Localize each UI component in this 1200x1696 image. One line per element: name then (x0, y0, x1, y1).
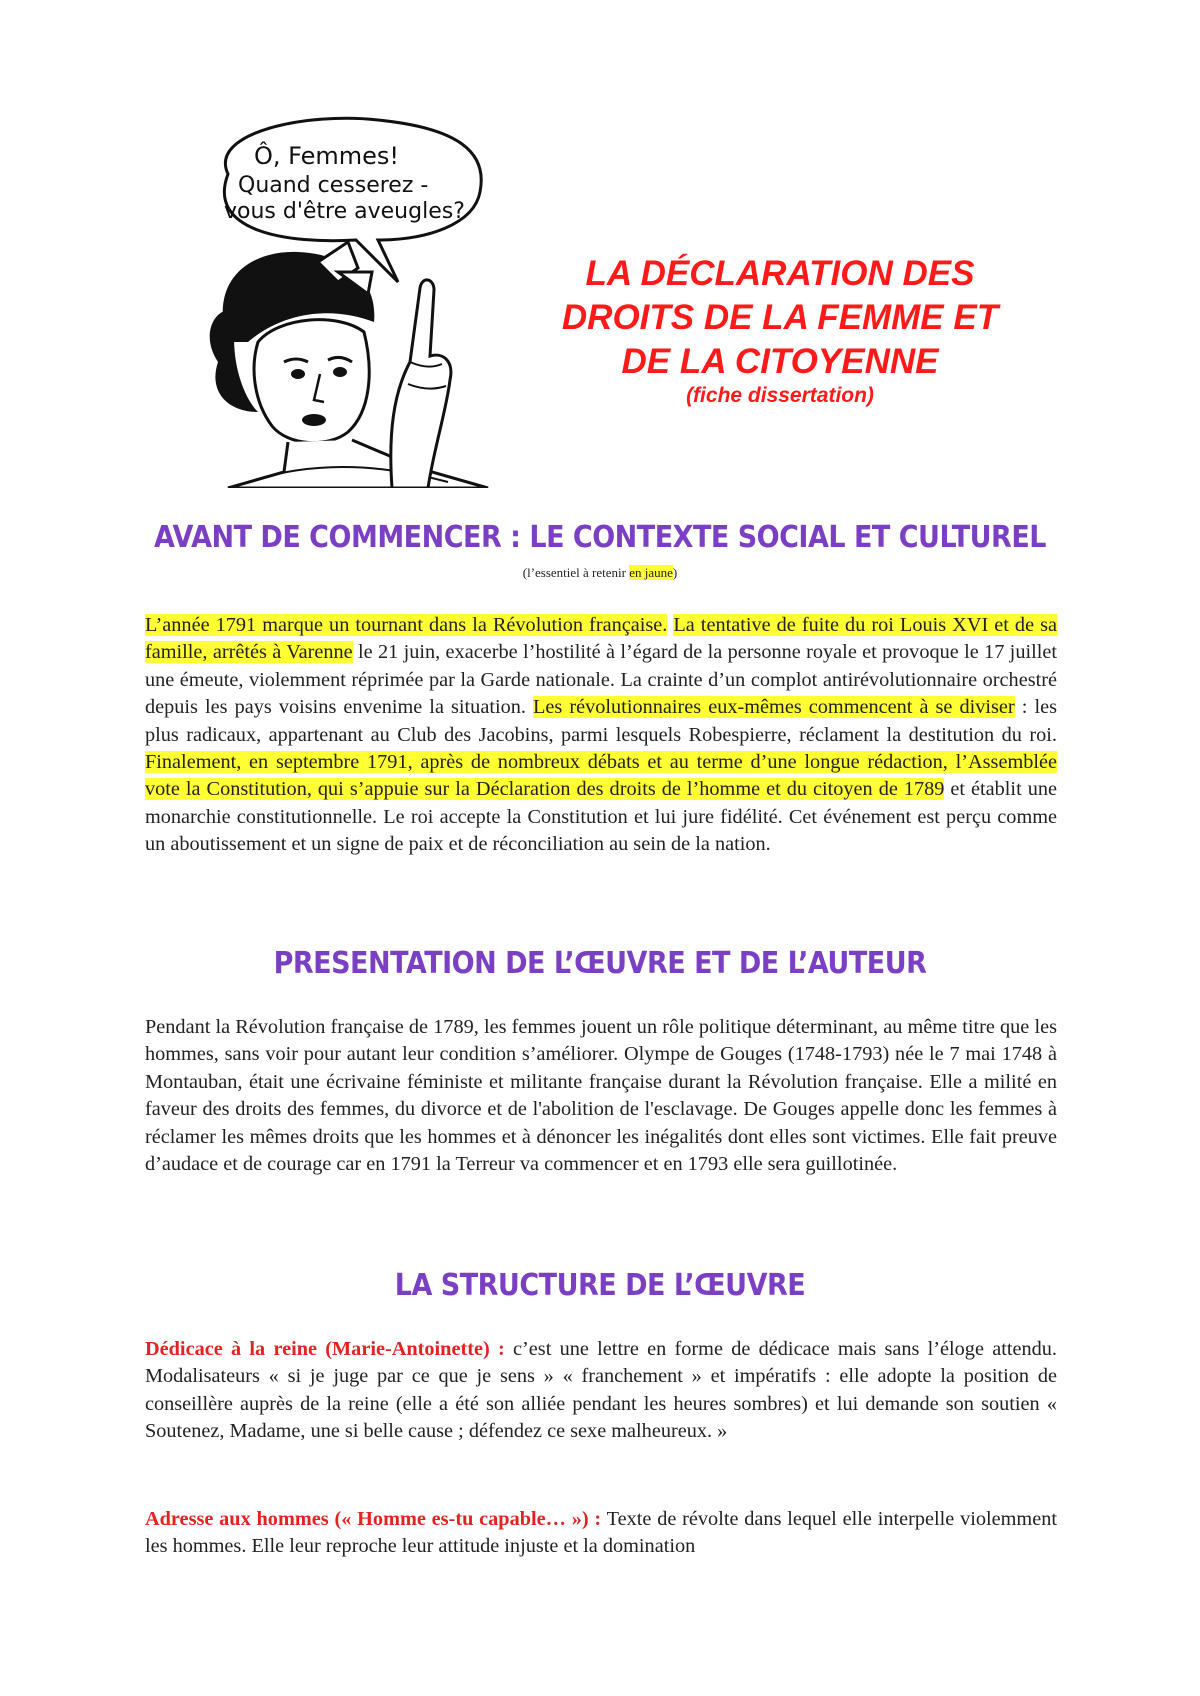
title-line-1: LA DÉCLARATION DES (585, 254, 975, 293)
heading-presentation: PRESENTATION DE L’ŒUVRE ET DE L’AUTEUR (273, 946, 927, 981)
highlight-division: Les révolutionnaires eux-mêmes commencent à se diviser (533, 696, 1015, 719)
title-line-2: DROITS DE LA FEMME ET (561, 298, 999, 337)
speech-line-1: Ô, Femmes! (254, 142, 400, 170)
speech-line-3: vous d'être aveugles? (224, 199, 465, 224)
title-line-3: DE LA CITOYENNE (621, 342, 939, 381)
context-paragraph: L’année 1791 marque un tournant dans la Révolution française. La tentative de fuite du roi Louis XVI et de sa famille, arrêtés à Varenne le 21 juin, exacerbe l’hostilité à l’égard de la personne royale et provoque le 17 juillet une émeute, violemment réprimée par la Garde nationale. La crainte d’un complot antirévolutionnaire orchestré depuis les pays voisins envenime la situation. Les révolutionnaires eux-mêmes commencent à se diviser : les plus radicaux, appartenant au Club des Jacobins, parmi lesquels Robespierre, réclament la destitution du roi. Finalement, en septembre 1791, après de nombreux débats et au terme d’une longue rédaction, l’Assemblée vote la Constitution, qui s’appuie sur la Déclaration des droits de l’homme et du citoyen de 1789 et établit une monarchie constitutionnelle. Le roi accepte la Constitution et lui jure fidélité. Cet événement est perçu comme un aboutissement et un signe de paix et de réconciliation au sein de la nation. (145, 614, 1058, 856)
document-title-block (520, 252, 1040, 408)
note-prefix: (l’essentiel à retenir (522, 565, 630, 580)
dedicace-lead: Dédicace à la reine (Marie-Antoinette) : (145, 1338, 505, 1360)
heading-structure: LA STRUCTURE DE L’ŒUVRE (394, 1268, 806, 1303)
document-subtitle: (fiche dissertation) (686, 384, 874, 407)
structure-item-dedicace: Dédicace à la reine (Marie-Antoinette) : c’est une lettre en forme de dédicace mais sans l’éloge attendu. Modalisateurs « si je juge par ce que je sens » « franchement » et impératifs : elle adopte la position de conseillère auprès de la reine (elle a été son alliée pendant les heures sombres) et lui demande son soutien « Soutenez, Madame, une si belle cause ; défendez ce sexe malheureux. » (145, 1338, 1057, 1443)
highlight-note (0, 565, 1200, 581)
structure-item-adresse: Adresse aux hommes (« Homme es-tu capable… ») : Texte de révolte dans lequel elle interpelle violemment les hommes. Elle leur reproche leur attitude injuste et la domination (145, 1508, 1057, 1558)
olympe-de-gouges-illustration (188, 112, 520, 488)
presentation-paragraph: Pendant la Révolution française de 1789, les femmes jouent un rôle politique déterminant, au même titre que les hommes, sans voir pour autant leur condition s’améliorer. Olympe de Gouges (1748-1793) née le 7 mai 1748 à Montauban, était une écrivaine féministe et militante française durant la Révolution française. Elle a milité en faveur des droits des femmes, du divorce et de l'abolition de l'esclavage. De Gouges appelle donc les femmes à réclamer les mêmes droits que les hommes et à dénoncer les inégalités dont elles sont victimes. Elle fait preuve d’audace et de courage car en 1791 la Terreur va commencer et en 1793 elle sera guillotinée. (145, 1016, 1057, 1176)
speech-line-2: Quand cesserez - (238, 173, 429, 198)
note-highlight: en jaune (629, 565, 673, 580)
note-suffix: ) (672, 565, 678, 580)
adresse-lead: Adresse aux hommes (« Homme es-tu capable… ») : (145, 1508, 602, 1530)
highlight-constitution: Finalement, en septembre 1791, après de nombreux débats et au terme d’une longue rédaction, l’Assemblée vote la Constitution, qui s’appuie sur la Déclaration des droits de l’homme et du citoyen de 1789 (145, 751, 1057, 801)
heading-context: AVANT DE COMMENCER : LE CONTEXTE SOCIAL ET CULTUREL (153, 520, 1046, 555)
highlight-1791: L’année 1791 marque un tournant dans la Révolution française. (145, 614, 668, 636)
highlight-varenne: La tentative de fuite du roi Louis XVI et de sa famille, arrêtés à Varenne (145, 614, 1058, 664)
